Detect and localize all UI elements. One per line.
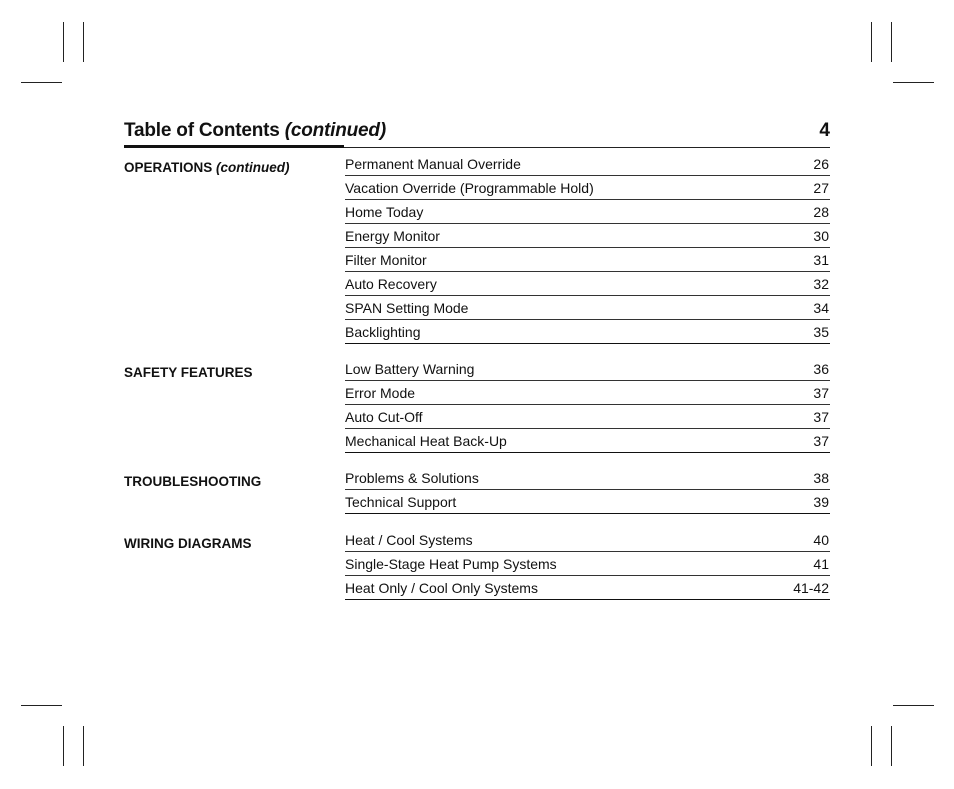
toc-entry[interactable]: [345, 405, 830, 429]
crop-mark: [871, 22, 872, 62]
toc-entry-title: Filter Monitor: [345, 252, 427, 268]
toc-entries: [345, 152, 830, 344]
section-label-text: TROUBLESHOOTING: [124, 474, 262, 489]
toc-entry-page: 31: [813, 252, 829, 268]
toc-entry[interactable]: [345, 296, 830, 320]
toc-entry-title: Auto Recovery: [345, 276, 437, 292]
toc-entry-page: 41: [813, 556, 829, 572]
toc-entry-page: 40: [813, 532, 829, 548]
toc-entry[interactable]: [345, 490, 830, 514]
section-label: [124, 365, 253, 380]
toc-entry-page: 30: [813, 228, 829, 244]
crop-mark: [891, 726, 892, 766]
toc-entry-page: 35: [813, 324, 829, 340]
toc-entry-page: 39: [813, 494, 829, 510]
toc-entry-page: 28: [813, 204, 829, 220]
toc-entry[interactable]: [345, 429, 830, 453]
toc-entry-title: Auto Cut-Off: [345, 409, 423, 425]
toc-entry[interactable]: [345, 552, 830, 576]
toc-entry-title: Home Today: [345, 204, 424, 220]
toc-entry-title: Permanent Manual Override: [345, 156, 521, 172]
toc-entry-page: 26: [813, 156, 829, 172]
toc-entry-page: 37: [813, 409, 829, 425]
toc-entry[interactable]: [345, 466, 830, 490]
toc-entry[interactable]: [345, 200, 830, 224]
toc-entry[interactable]: [345, 248, 830, 272]
crop-mark: [893, 705, 934, 706]
crop-mark: [83, 22, 84, 62]
header-accent-rule: [124, 145, 344, 148]
crop-mark: [871, 726, 872, 766]
crop-mark: [63, 726, 64, 766]
section-label-text: WIRING DIAGRAMS: [124, 536, 252, 551]
toc-entries: [345, 357, 830, 453]
page-title-suffix: (continued): [284, 120, 386, 141]
toc-entry[interactable]: [345, 272, 830, 296]
toc-entry-page: 41-42: [793, 580, 829, 596]
section-label-text: SAFETY FEATURES: [124, 365, 253, 380]
toc-entry-title: Heat / Cool Systems: [345, 532, 473, 548]
toc-entry-title: Technical Support: [345, 494, 457, 510]
crop-mark: [63, 22, 64, 62]
page-header: [124, 120, 830, 148]
toc-entry-title: Vacation Override (Programmable Hold): [345, 180, 594, 196]
section-label: [124, 160, 290, 175]
toc-entry-title: Mechanical Heat Back-Up: [345, 433, 507, 449]
toc-entry-title: Single-Stage Heat Pump Systems: [345, 556, 557, 572]
toc-entry-page: 37: [813, 433, 829, 449]
toc-entry-title: Backlighting: [345, 324, 421, 340]
toc-entry-title: Problems & Solutions: [345, 470, 479, 486]
toc-entry[interactable]: [345, 176, 830, 200]
page-number: 4: [819, 120, 830, 141]
toc-entry-page: 37: [813, 385, 829, 401]
toc-entry[interactable]: [345, 528, 830, 552]
crop-mark: [893, 82, 934, 83]
toc-entry[interactable]: [345, 224, 830, 248]
toc-entry-title: Energy Monitor: [345, 228, 440, 244]
toc-entry-title: Low Battery Warning: [345, 361, 475, 377]
toc-entry-page: 27: [813, 180, 829, 196]
toc-entry[interactable]: [345, 357, 830, 381]
toc-entries: [345, 466, 830, 514]
toc-entry-page: 38: [813, 470, 829, 486]
toc-entry-title: Error Mode: [345, 385, 416, 401]
page-title: [124, 120, 386, 142]
section-label: [124, 474, 261, 489]
toc-entry-title: Heat Only / Cool Only Systems: [345, 580, 538, 596]
toc-entry[interactable]: [345, 152, 830, 176]
toc-entry-page: 34: [813, 300, 829, 316]
toc-entries: [345, 528, 830, 600]
toc-entry[interactable]: [345, 576, 830, 600]
crop-mark: [21, 82, 62, 83]
page-title-text: Table of Contents: [124, 120, 280, 141]
toc-entry[interactable]: [345, 320, 830, 344]
toc-entry-page: 36: [813, 361, 829, 377]
section-label: [124, 536, 252, 551]
toc-entry-title: SPAN Setting Mode: [345, 300, 469, 316]
toc-entry[interactable]: [345, 381, 830, 405]
crop-mark: [83, 726, 84, 766]
section-label-text: OPERATIONS: [124, 160, 213, 175]
section-label-suffix: (continued): [216, 160, 290, 175]
crop-mark: [891, 22, 892, 62]
crop-mark: [21, 705, 62, 706]
toc-entry-page: 32: [813, 276, 829, 292]
